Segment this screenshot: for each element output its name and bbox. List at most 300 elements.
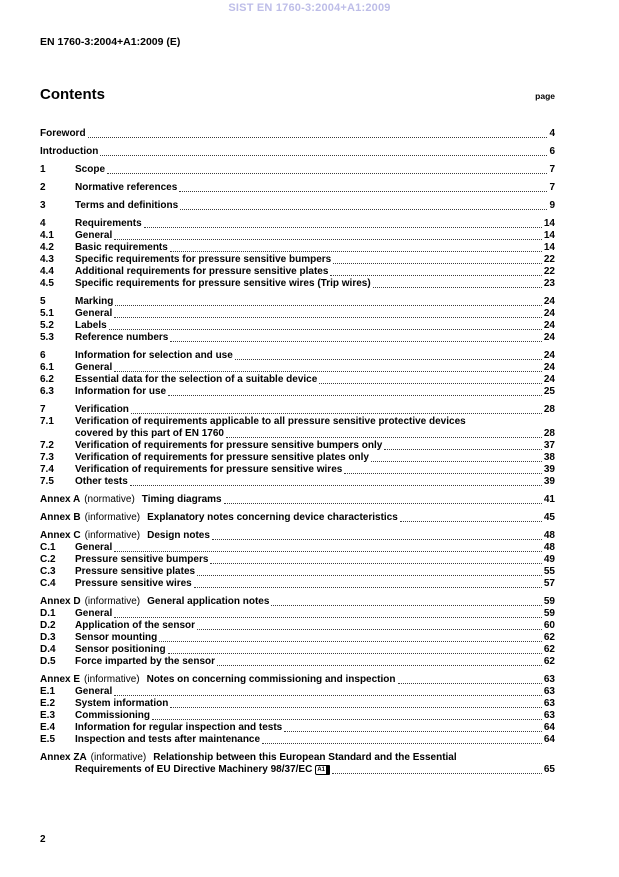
- toc-entry-number: C.4: [40, 578, 56, 589]
- toc-entry-line: [40, 512, 555, 524]
- toc-entry-line: [75, 332, 555, 344]
- toc-entry-number: 3: [40, 200, 46, 211]
- dot-leader: [197, 575, 542, 576]
- amendment-bar-icon: [327, 765, 330, 775]
- toc-entry-body: [75, 164, 555, 176]
- toc-entry-body: [75, 350, 555, 362]
- toc-entry-title: Basic requirements: [75, 242, 168, 253]
- toc-entry-body: [75, 566, 555, 578]
- toc-entry-page: 62: [543, 644, 555, 655]
- toc-entry-number: 7.5: [40, 476, 54, 487]
- toc-entry-number: 7: [40, 404, 46, 415]
- toc-entry-page: 60: [543, 620, 555, 631]
- toc-entry: [40, 386, 555, 398]
- toc-entry-line: [75, 578, 555, 590]
- toc-entry-title: Sensor positioning: [75, 644, 166, 655]
- toc-entry-page: 45: [543, 512, 555, 523]
- toc-entry: [40, 644, 555, 656]
- toc-entry-line: [40, 494, 555, 506]
- toc-entry-line: [75, 620, 555, 632]
- toc-entry-number: C.3: [40, 566, 56, 577]
- dot-leader: [114, 617, 542, 618]
- toc-annex-qualifier: (informative): [84, 530, 141, 541]
- toc-entry-title: Information for use: [75, 386, 167, 397]
- toc-entry: [40, 530, 555, 542]
- toc-entry-body: [75, 308, 555, 320]
- toc-entry: [40, 182, 555, 194]
- toc-entry-title: General: [75, 542, 113, 553]
- toc-entry-title: Pressure sensitive plates: [75, 566, 196, 577]
- toc-entry-title: Verification of requirements for pressure sensitive plates only: [75, 452, 369, 463]
- dot-leader: [332, 773, 542, 774]
- toc-entry-line: [75, 734, 555, 746]
- toc-annex-qualifier: (informative): [84, 512, 141, 523]
- toc-entry-page: 62: [543, 632, 555, 643]
- toc-entry-page: 28: [543, 404, 555, 415]
- toc-entry-page: 63: [543, 710, 555, 721]
- page-column-label: page: [535, 91, 555, 101]
- toc-entry: [40, 230, 555, 242]
- toc-entry-number: 5.3: [40, 332, 54, 343]
- toc-entry-page: 63: [543, 698, 555, 709]
- dot-leader: [114, 239, 542, 240]
- toc-entry-body: [75, 710, 555, 722]
- toc-entry-title: Requirements of EU Directive Machinery 98/37/EC: [75, 764, 313, 775]
- toc-entry-page: 41: [543, 494, 555, 505]
- toc-entry-number: E.1: [40, 686, 56, 697]
- toc-entry-title: Reference numbers: [75, 332, 169, 343]
- toc-entry-body: [75, 230, 555, 242]
- toc-entry-body: [75, 542, 555, 554]
- toc-entry-page: 59: [543, 596, 555, 607]
- toc-entry-line: [75, 656, 555, 668]
- toc-entry-body: [75, 416, 555, 440]
- dot-leader: [100, 155, 547, 156]
- toc-entry-body: [75, 440, 555, 452]
- toc-entry-title: Sensor mounting: [75, 632, 158, 643]
- toc-entry: [40, 554, 555, 566]
- toc-annex-prefix: Annex B: [40, 512, 81, 523]
- dot-leader: [114, 371, 542, 372]
- toc-entry-title: Pressure sensitive bumpers: [75, 554, 209, 565]
- toc-entry-page: 7: [549, 164, 555, 175]
- toc-entry-line: [75, 452, 555, 464]
- toc-entry-title: System information: [75, 698, 169, 709]
- toc-entry-number: E.4: [40, 722, 56, 733]
- toc-entry-line: [75, 428, 555, 440]
- toc-entry-body: [75, 386, 555, 398]
- toc-entry-body: [40, 530, 555, 542]
- toc-entry-number: 1: [40, 164, 46, 175]
- dot-leader: [170, 251, 542, 252]
- dot-leader: [224, 503, 542, 504]
- toc-entry-line: [40, 128, 555, 140]
- toc-entry-number: 7.3: [40, 452, 54, 463]
- dot-leader: [144, 227, 542, 228]
- toc-entry: [40, 578, 555, 590]
- toc-entry-body: [40, 752, 555, 776]
- toc-entry-number: E.2: [40, 698, 56, 709]
- toc-entry: [40, 686, 555, 698]
- toc-annex-prefix: Annex A: [40, 494, 81, 505]
- toc-entry: [40, 278, 555, 290]
- toc-entry-title: Scope: [75, 164, 106, 175]
- toc-entry-title: Other tests: [75, 476, 128, 487]
- toc-entry-line: [75, 632, 555, 644]
- toc-entry-number: 4.5: [40, 278, 54, 289]
- toc-entry: [40, 632, 555, 644]
- toc-entry-line: [40, 752, 555, 764]
- toc-entry-title: Verification: [75, 404, 129, 415]
- toc-entry-line: [75, 698, 555, 710]
- toc-entry: [40, 254, 555, 266]
- dot-leader: [333, 263, 542, 264]
- contents-header: [40, 86, 555, 103]
- toc-entry-page: 65: [543, 764, 555, 775]
- dot-leader: [217, 665, 542, 666]
- toc-entry-title: Force imparted by the sensor: [75, 656, 216, 667]
- toc-entry: [40, 218, 555, 230]
- toc-entry-number: E.5: [40, 734, 56, 745]
- toc-entry: [40, 266, 555, 278]
- toc-entry-title: Commissioning: [75, 710, 151, 721]
- toc-entry-number: 6.3: [40, 386, 54, 397]
- toc-entry-title: Pressure sensitive wires: [75, 578, 192, 589]
- toc-entry-line: [40, 674, 555, 686]
- toc-entry-line: [75, 404, 555, 416]
- toc-entry-line: [75, 266, 555, 278]
- dot-leader: [194, 587, 542, 588]
- dot-leader: [197, 629, 542, 630]
- toc-entry: [40, 734, 555, 746]
- toc-annex-prefix: Annex D: [40, 596, 81, 607]
- dot-leader: [180, 209, 547, 210]
- toc-entry-number: 7.1: [40, 416, 54, 427]
- toc-entry-page: 48: [543, 530, 555, 541]
- toc-entry-body: [75, 362, 555, 374]
- toc-entry: [40, 494, 555, 506]
- dot-leader: [235, 359, 542, 360]
- toc-entry-line: [75, 278, 555, 290]
- toc-entry-body: [40, 512, 555, 524]
- toc-entry-line: [40, 146, 555, 158]
- toc-entry-line: [75, 608, 555, 620]
- toc-entry-page: 14: [543, 230, 555, 241]
- toc-entry-line: [75, 350, 555, 362]
- page-number: 2: [40, 834, 46, 845]
- dot-leader: [88, 137, 548, 138]
- toc-entry: [40, 752, 555, 776]
- toc-entry-title: Specific requirements for pressure sensitive bumpers: [75, 254, 332, 265]
- toc-entry-number: 6: [40, 350, 46, 361]
- toc-entry-line: [75, 464, 555, 476]
- toc-entry-line: [75, 554, 555, 566]
- toc-entry-body: [75, 278, 555, 290]
- toc-entry-body: [75, 476, 555, 488]
- toc-entry-title: General: [75, 230, 113, 241]
- toc-annex-qualifier: (informative): [84, 596, 141, 607]
- toc-entry-page: 24: [543, 296, 555, 307]
- dot-leader: [159, 641, 542, 642]
- toc-entry: [40, 452, 555, 464]
- toc-entry: [40, 722, 555, 734]
- toc-entry-title: Notes on concerning commissioning and inspection: [146, 674, 396, 685]
- toc-entry-line: [75, 200, 555, 212]
- dot-leader: [210, 563, 541, 564]
- toc-entry-page: 57: [543, 578, 555, 589]
- dot-leader: [114, 551, 542, 552]
- toc-entry: [40, 440, 555, 452]
- toc-entry-body: [75, 296, 555, 308]
- toc-entry: [40, 620, 555, 632]
- toc-entry-line: [75, 686, 555, 698]
- toc-entry-number: D.5: [40, 656, 56, 667]
- dot-leader: [107, 173, 547, 174]
- toc-entry-page: 22: [543, 266, 555, 277]
- toc-entry-title: Application of the sensor: [75, 620, 196, 631]
- toc-entry: [40, 146, 555, 158]
- toc-entry-number: 4.1: [40, 230, 54, 241]
- toc-entry-number: 2: [40, 182, 46, 193]
- toc-entry-title: Verification of requirements for pressure sensitive wires: [75, 464, 343, 475]
- dot-leader: [212, 539, 542, 540]
- toc-entry-title: covered by this part of EN 1760: [75, 428, 224, 439]
- toc-entry-title: Essential data for the selection of a suitable device: [75, 374, 318, 385]
- toc-entry-line: [75, 764, 555, 776]
- toc-entry-body: [75, 698, 555, 710]
- toc-annex-prefix: Annex ZA: [40, 752, 87, 763]
- toc-entry-line: [75, 164, 555, 176]
- toc-entry-number: 6.1: [40, 362, 54, 373]
- toc-entry-page: 63: [543, 674, 555, 685]
- toc-entry-line: [75, 722, 555, 734]
- toc-entry-number: 7.4: [40, 464, 54, 475]
- toc-entry-page: 23: [543, 278, 555, 289]
- toc-entry-line: [75, 710, 555, 722]
- toc-entry-number: 6.2: [40, 374, 54, 385]
- toc-entry-body: [40, 128, 555, 140]
- toc-entry-page: 38: [543, 452, 555, 463]
- table-of-contents: [40, 122, 555, 776]
- toc-entry-number: 4.2: [40, 242, 54, 253]
- dot-leader: [114, 317, 542, 318]
- toc-entry-line: [75, 440, 555, 452]
- toc-entry: [40, 596, 555, 608]
- doc-reference: EN 1760-3:2004+A1:2009 (E): [40, 36, 181, 48]
- toc-entry: [40, 296, 555, 308]
- toc-entry-title: General: [75, 608, 113, 619]
- toc-entry: [40, 308, 555, 320]
- toc-entry-page: 24: [543, 362, 555, 373]
- toc-entry-page: 14: [543, 242, 555, 253]
- toc-entry-page: 24: [543, 350, 555, 361]
- toc-entry-line: [75, 308, 555, 320]
- toc-entry-title: Terms and definitions: [75, 200, 179, 211]
- toc-entry-title: General: [75, 308, 113, 319]
- toc-entry-number: D.2: [40, 620, 56, 631]
- toc-entry-body: [75, 620, 555, 632]
- toc-entry-page: 55: [543, 566, 555, 577]
- toc-entry-number: D.1: [40, 608, 56, 619]
- toc-entry-page: 6: [549, 146, 555, 157]
- toc-entry: [40, 416, 555, 440]
- toc-entry: [40, 242, 555, 254]
- toc-entry-title: Explanatory notes concerning device characteristics: [147, 512, 398, 523]
- toc-entry: [40, 332, 555, 344]
- toc-entry-body: [75, 266, 555, 278]
- toc-entry-body: [75, 734, 555, 746]
- toc-entry-body: [75, 452, 555, 464]
- toc-entry-page: 14: [543, 218, 555, 229]
- dot-leader: [170, 341, 542, 342]
- dot-leader: [330, 275, 541, 276]
- dot-leader: [226, 437, 542, 438]
- toc-entry-page: 59: [543, 608, 555, 619]
- toc-entry-page: 7: [549, 182, 555, 193]
- toc-entry-page: 28: [543, 428, 555, 439]
- toc-entry-body: [75, 656, 555, 668]
- toc-entry-title: Labels: [75, 320, 107, 331]
- toc-entry-title: Information for selection and use: [75, 350, 233, 361]
- dot-leader: [319, 383, 542, 384]
- toc-entry-page: 48: [543, 542, 555, 553]
- toc-entry-number: E.3: [40, 710, 56, 721]
- toc-annex-qualifier: (normative): [84, 494, 135, 505]
- toc-entry-page: 24: [543, 374, 555, 385]
- toc-entry-page: 64: [543, 722, 555, 733]
- toc-entry: [40, 464, 555, 476]
- toc-entry-body: [75, 578, 555, 590]
- toc-entry-title: Additional requirements for pressure sensitive plates: [75, 266, 329, 277]
- toc-entry-body: [40, 146, 555, 158]
- toc-entry-line: [75, 218, 555, 230]
- toc-entry-title: Foreword: [40, 128, 86, 139]
- toc-entry-title: Normative references: [75, 182, 178, 193]
- toc-entry-body: [40, 674, 555, 686]
- toc-entry-page: 64: [543, 734, 555, 745]
- toc-entry-page: 39: [543, 464, 555, 475]
- toc-entry: [40, 320, 555, 332]
- toc-annex-prefix: Annex C: [40, 530, 81, 541]
- toc-entry-line: [40, 530, 555, 542]
- toc-entry-title: General application notes: [147, 596, 270, 607]
- toc-entry-page: 9: [549, 200, 555, 211]
- dot-leader: [373, 287, 542, 288]
- toc-entry-title: Verification of requirements applicable to all pressure sensitive protective devices: [75, 416, 466, 427]
- dot-leader: [398, 683, 542, 684]
- toc-entry-line: [75, 320, 555, 332]
- toc-entry: [40, 404, 555, 416]
- dot-leader: [400, 521, 542, 522]
- toc-entry-number: 4: [40, 218, 46, 229]
- toc-entry-number: 5: [40, 296, 46, 307]
- toc-entry-page: 24: [543, 308, 555, 319]
- toc-entry-page: 62: [543, 656, 555, 667]
- toc-entry: [40, 698, 555, 710]
- toc-entry: [40, 200, 555, 212]
- toc-entry-body: [75, 722, 555, 734]
- toc-entry-title: General: [75, 362, 113, 373]
- toc-entry: [40, 362, 555, 374]
- toc-entry-title: Specific requirements for pressure sensitive wires (Trip wires): [75, 278, 371, 289]
- toc-entry-line: [75, 230, 555, 242]
- dot-leader: [344, 473, 542, 474]
- dot-leader: [179, 191, 547, 192]
- dot-leader: [131, 413, 542, 414]
- toc-entry-body: [75, 404, 555, 416]
- toc-entry: [40, 350, 555, 362]
- toc-annex-qualifier: (informative): [90, 752, 147, 763]
- toc-entry-line: [40, 596, 555, 608]
- toc-entry-body: [75, 632, 555, 644]
- toc-entry-body: [75, 332, 555, 344]
- toc-entry-line: [75, 362, 555, 374]
- toc-entry-page: 49: [543, 554, 555, 565]
- dot-leader: [271, 605, 541, 606]
- toc-entry: [40, 542, 555, 554]
- toc-entry-page: 25: [543, 386, 555, 397]
- toc-entry-line: [75, 566, 555, 578]
- dot-leader: [115, 305, 542, 306]
- toc-entry-body: [75, 644, 555, 656]
- toc-entry-body: [75, 218, 555, 230]
- toc-entry-line: [75, 182, 555, 194]
- toc-entry-number: 4.3: [40, 254, 54, 265]
- dot-leader: [262, 743, 542, 744]
- toc-entry-line: [75, 644, 555, 656]
- toc-entry-body: [75, 242, 555, 254]
- toc-entry-body: [75, 254, 555, 266]
- toc-entry-title: Inspection and tests after maintenance: [75, 734, 261, 745]
- toc-entry-title: General: [75, 686, 113, 697]
- toc-entry: [40, 656, 555, 668]
- toc-entry-body: [75, 554, 555, 566]
- toc-entry-title: Marking: [75, 296, 114, 307]
- toc-entry: [40, 128, 555, 140]
- dot-leader: [371, 461, 542, 462]
- toc-entry-page: 24: [543, 320, 555, 331]
- toc-entry-line: [75, 542, 555, 554]
- toc-entry-title: Relationship between this European Standard and the Essential: [153, 752, 457, 763]
- toc-entry-body: [40, 494, 555, 506]
- toc-entry-body: [75, 686, 555, 698]
- toc-entry-body: [75, 608, 555, 620]
- toc-entry-body: [75, 374, 555, 386]
- toc-entry-number: 4.4: [40, 266, 54, 277]
- toc-entry-page: 63: [543, 686, 555, 697]
- toc-entry-page: 24: [543, 332, 555, 343]
- toc-entry-body: [75, 320, 555, 332]
- toc-entry-number: D.4: [40, 644, 56, 655]
- toc-entry-page: 22: [543, 254, 555, 265]
- toc-entry-body: [40, 596, 555, 608]
- toc-entry: [40, 566, 555, 578]
- dot-leader: [152, 719, 542, 720]
- toc-entry: [40, 476, 555, 488]
- toc-entry-number: 7.2: [40, 440, 54, 451]
- dot-leader: [109, 329, 542, 330]
- toc-entry-page: 37: [543, 440, 555, 451]
- toc-entry-line: [75, 254, 555, 266]
- dot-leader: [114, 695, 542, 696]
- toc-entry-line: [75, 242, 555, 254]
- toc-annex-qualifier: (informative): [84, 674, 140, 685]
- toc-annex-prefix: Annex E: [40, 674, 81, 685]
- amendment-a1-icon: A1: [317, 767, 325, 773]
- dot-leader: [130, 485, 542, 486]
- toc-entry: [40, 710, 555, 722]
- toc-entry: [40, 512, 555, 524]
